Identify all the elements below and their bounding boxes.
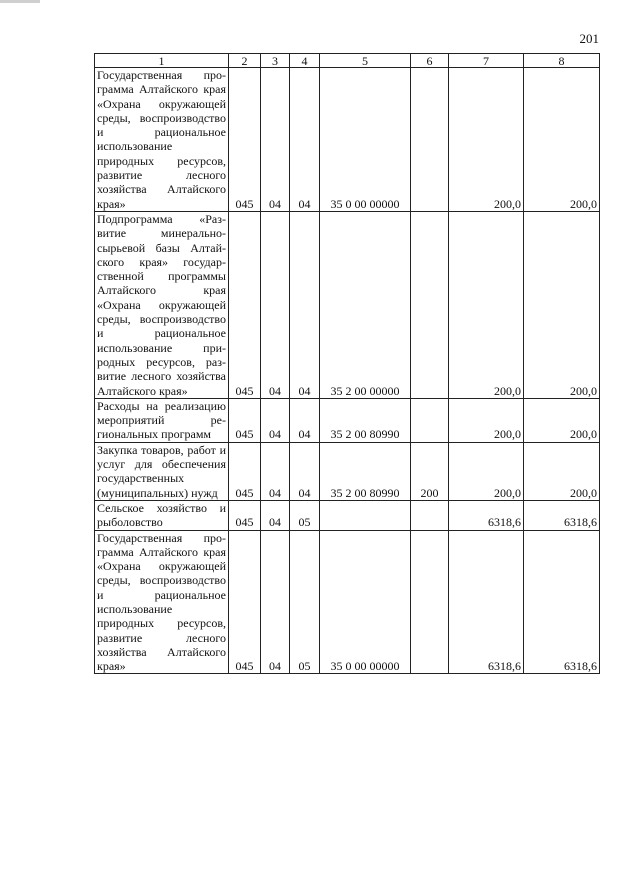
target-code: 35 0 00 00000 bbox=[320, 530, 411, 674]
admin-code: 045 bbox=[229, 530, 261, 674]
row-name: Государственная программа Алтайского края «Охрана окружающей среды, воспроизводство и рациональное использование природных ресурсов, развитие лесного хозяйства Алтайского края» bbox=[95, 530, 229, 674]
row-name: Расходы на реализацию мероприятий региональных программ bbox=[95, 398, 229, 442]
subsection-code: 05 bbox=[290, 500, 320, 530]
amount-col8: 200,0 bbox=[524, 398, 600, 442]
section-code: 04 bbox=[261, 500, 290, 530]
admin-code: 045 bbox=[229, 442, 261, 500]
target-code: 35 2 00 80990 bbox=[320, 442, 411, 500]
budget-table bbox=[94, 53, 600, 674]
column-header: 1 bbox=[95, 54, 229, 68]
target-code: 35 0 00 00000 bbox=[320, 68, 411, 212]
column-header: 7 bbox=[449, 54, 524, 68]
table-row bbox=[95, 530, 600, 674]
subsection-code: 04 bbox=[290, 442, 320, 500]
admin-code: 045 bbox=[229, 500, 261, 530]
amount-col7: 200,0 bbox=[449, 442, 524, 500]
target-code: 35 2 00 00000 bbox=[320, 211, 411, 398]
section-code: 04 bbox=[261, 398, 290, 442]
subsection-code: 04 bbox=[290, 211, 320, 398]
amount-col7: 200,0 bbox=[449, 398, 524, 442]
section-code: 04 bbox=[261, 68, 290, 212]
subsection-code: 04 bbox=[290, 68, 320, 212]
table-row bbox=[95, 500, 600, 530]
page-number: 201 bbox=[579, 31, 599, 46]
amount-col7: 6318,6 bbox=[449, 500, 524, 530]
expense-type bbox=[411, 398, 449, 442]
scan-edge-mark bbox=[0, 0, 40, 3]
section-code: 04 bbox=[261, 530, 290, 674]
amount-col8: 6318,6 bbox=[524, 530, 600, 674]
admin-code: 045 bbox=[229, 211, 261, 398]
amount-col7: 200,0 bbox=[449, 68, 524, 212]
amount-col8: 6318,6 bbox=[524, 500, 600, 530]
table-row bbox=[95, 442, 600, 500]
column-header: 2 bbox=[229, 54, 261, 68]
amount-col7: 6318,6 bbox=[449, 530, 524, 674]
header-row bbox=[95, 54, 600, 68]
column-header: 3 bbox=[261, 54, 290, 68]
section-code: 04 bbox=[261, 442, 290, 500]
target-code: 35 2 00 80990 bbox=[320, 398, 411, 442]
expense-type bbox=[411, 500, 449, 530]
expense-type: 200 bbox=[411, 442, 449, 500]
row-name: Сельское хозяйство и рыболовство bbox=[95, 500, 229, 530]
amount-col8: 200,0 bbox=[524, 68, 600, 212]
amount-col8: 200,0 bbox=[524, 442, 600, 500]
column-header: 4 bbox=[290, 54, 320, 68]
row-name: Закупка товаров, работ и услуг для обеспечения государственных (муниципальных) нужд bbox=[95, 442, 229, 500]
target-code bbox=[320, 500, 411, 530]
column-header: 6 bbox=[411, 54, 449, 68]
table-row bbox=[95, 68, 600, 212]
expense-type bbox=[411, 530, 449, 674]
table-row bbox=[95, 211, 600, 398]
column-header: 8 bbox=[524, 54, 600, 68]
subsection-code: 04 bbox=[290, 398, 320, 442]
column-header: 5 bbox=[320, 54, 411, 68]
admin-code: 045 bbox=[229, 68, 261, 212]
expense-type bbox=[411, 211, 449, 398]
section-code: 04 bbox=[261, 211, 290, 398]
amount-col7: 200,0 bbox=[449, 211, 524, 398]
table-row bbox=[95, 398, 600, 442]
subsection-code: 05 bbox=[290, 530, 320, 674]
expense-type bbox=[411, 68, 449, 212]
amount-col8: 200,0 bbox=[524, 211, 600, 398]
row-name: Подпрограмма «Развитие минерально-сырьевой базы Алтайского края» государственной программы Алтайского края «Охрана окружающей среды, воспроизводство и рациональное использование природных ресурсов, развитие лесного хозяйства Алтайского края» bbox=[95, 211, 229, 398]
row-name: Государственная программа Алтайского края «Охрана окружающей среды, воспроизводство и рациональное использование природных ресурсов, развитие лесного хозяйства Алтайского края» bbox=[95, 68, 229, 212]
admin-code: 045 bbox=[229, 398, 261, 442]
